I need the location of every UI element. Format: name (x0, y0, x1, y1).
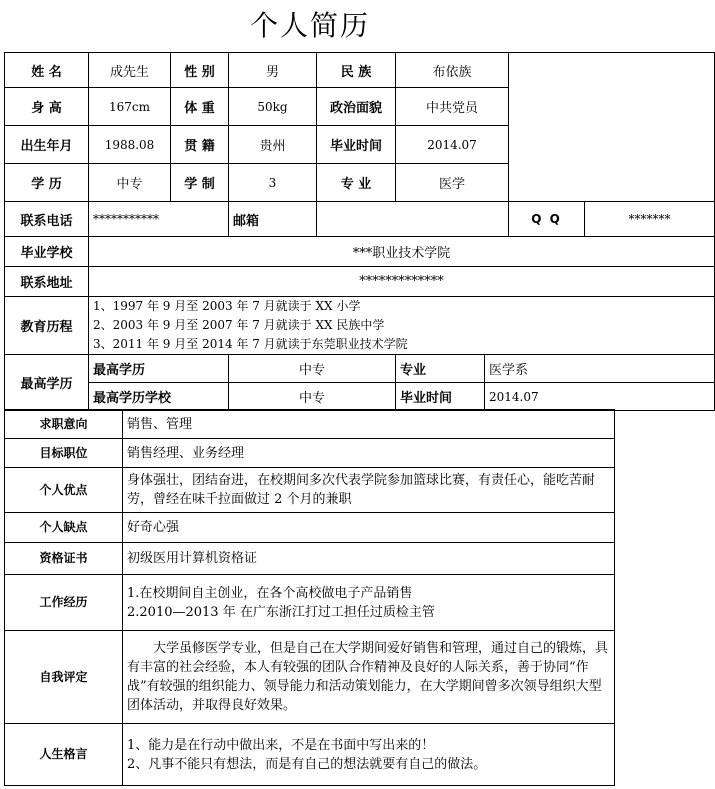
school-value: ***职业技术学院 (89, 237, 715, 267)
ethnic-value: 布依族 (396, 53, 509, 88)
political-label: 政治面貌 (317, 88, 396, 126)
weight-label: 体 重 (171, 88, 229, 126)
address-label: 联系地址 (5, 267, 89, 297)
highest-degree-label: 最高学历 (89, 355, 229, 383)
target-label: 目标职位 (5, 439, 123, 468)
intent-value: 销售、管理 (123, 410, 615, 439)
grad-time-label: 毕业时间 (317, 126, 396, 164)
ethnic-label: 民 族 (317, 53, 396, 88)
gender-value: 男 (229, 53, 317, 88)
motto-line: 1、能力是在行动中做出来，不是在书面中写出来的！ (127, 737, 435, 753)
highest-major-label: 专业 (396, 355, 485, 383)
self-eval-label: 自我评定 (5, 631, 123, 724)
strength-value: 身体强壮，团结奋进，在校期间多次代表学院参加篮球比赛，有责任心，能吃苦耐劳，曾经在味千拉面做过 2 个月的兼职 (123, 468, 615, 513)
schooling-label: 学 制 (171, 164, 229, 202)
highest-school-label: 最高学历学校 (89, 383, 229, 411)
qq-label: Q Q (509, 202, 585, 237)
phone-label: 联系电话 (5, 202, 89, 237)
height-value: 167cm (89, 88, 171, 126)
weakness-value: 好奇心强 (123, 513, 615, 543)
motto-list (123, 724, 615, 786)
highest-grad-label: 毕业时间 (396, 383, 485, 411)
intent-label: 求职意向 (5, 410, 123, 439)
highest-grad-value: 2014.07 (485, 383, 715, 411)
education-line: 2、2003 年 9 月至 2007 年 7 月就读于 XX 民族中学 (93, 318, 385, 332)
gender-label: 性 别 (171, 53, 229, 88)
highest-major-value: 医学系 (485, 355, 715, 383)
edu-value: 中专 (89, 164, 171, 202)
name-label: 姓 名 (5, 53, 89, 88)
major-value: 医学 (396, 164, 509, 202)
weakness-label: 个人缺点 (5, 513, 123, 543)
highest-label: 最高学历 (5, 355, 89, 411)
education-label: 教育历程 (5, 297, 89, 355)
self-eval-value: 大学虽修医学专业，但是自己在大学期间爱好销售和管理，通过自己的锻炼，具有丰富的社会经验，本人有较强的团队合作精神及良好的人际关系，善于协同“作战”有较强的组织能力、领导能力和活动策划能力，在大学期间曾多次领导组织大型团体活动，并取得良好效果。 (123, 631, 615, 724)
birth-label: 出生年月 (5, 126, 89, 164)
cert-label: 资格证书 (5, 543, 123, 575)
strength-label: 个人优点 (5, 468, 123, 513)
education-history (89, 297, 715, 355)
highest-school-value: 中专 (229, 383, 396, 411)
job-info-table (4, 409, 615, 786)
phone-value: *********** (89, 202, 229, 237)
education-line: 3、2011 年 9 月至 2014 年 7 月就读于东莞职业技术学院 (93, 337, 408, 351)
email-value (317, 202, 509, 237)
native-label: 贯 籍 (171, 126, 229, 164)
address-value: ************* (89, 267, 715, 297)
page-title: 个人简历 (249, 9, 370, 42)
highest-degree-value: 中专 (229, 355, 396, 383)
motto-label: 人生格言 (5, 724, 123, 786)
name-value: 成先生 (89, 53, 171, 88)
major-label: 专 业 (317, 164, 396, 202)
qq-value: ******* (585, 202, 715, 237)
work-line: 2.2010—2013 年 在广东浙江打过工担任过质检主管 (127, 604, 435, 620)
email-label: 邮箱 (229, 202, 317, 237)
native-value: 贵州 (229, 126, 317, 164)
school-label: 毕业学校 (5, 237, 89, 267)
cert-value: 初级医用计算机资格证 (123, 543, 615, 575)
basic-info-table (4, 52, 715, 411)
birth-value: 1988.08 (89, 126, 171, 164)
height-label: 身 高 (5, 88, 89, 126)
schooling-value: 3 (229, 164, 317, 202)
photo-area (509, 53, 715, 202)
work-history (123, 575, 615, 631)
grad-time-value: 2014.07 (396, 126, 509, 164)
edu-label: 学 历 (5, 164, 89, 202)
political-value: 中共党员 (396, 88, 509, 126)
weight-value: 50kg (229, 88, 317, 126)
work-line: 1.在校期间自主创业，在各个高校做电子产品销售 (127, 585, 413, 601)
target-value: 销售经理、业务经理 (123, 439, 615, 468)
motto-line: 2、凡事不能只有想法，而是有自己的想法就要有自己的做法。 (127, 756, 487, 772)
work-label: 工作经历 (5, 575, 123, 631)
education-line: 1、1997 年 9 月至 2003 年 7 月就读于 XX 小学 (93, 299, 361, 313)
